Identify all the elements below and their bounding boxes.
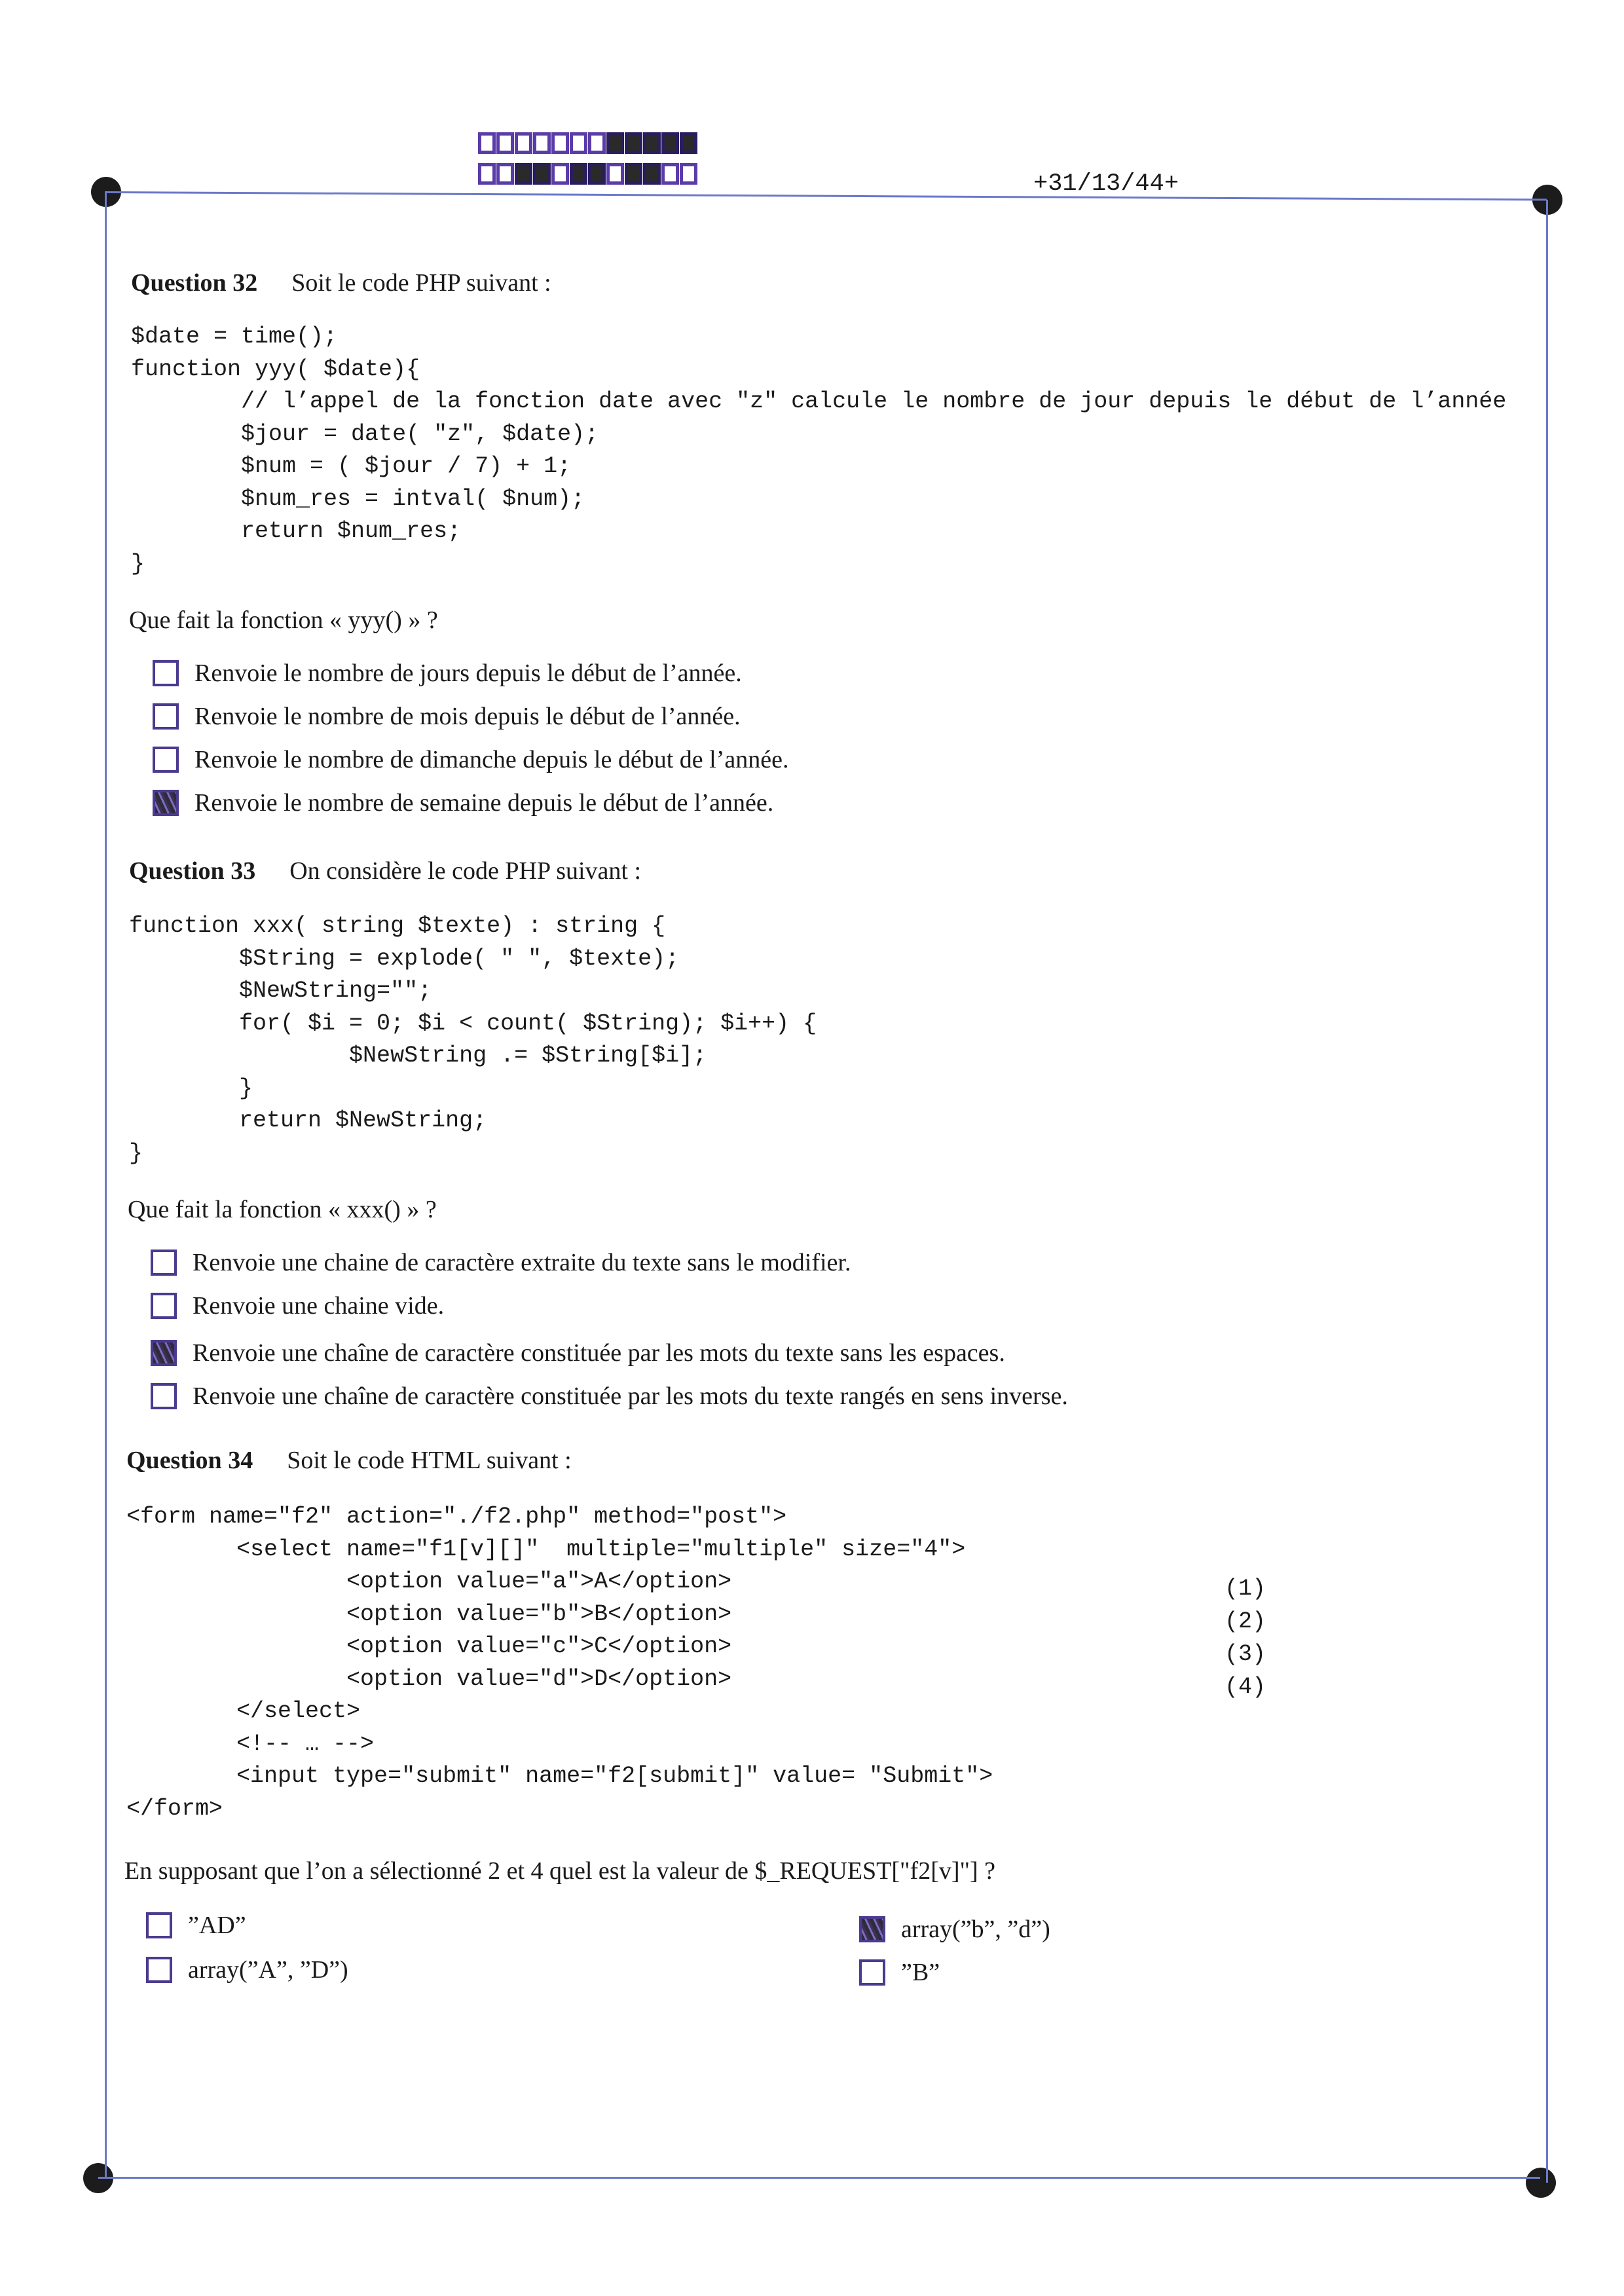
checkbox[interactable] xyxy=(153,747,179,773)
answer-label: Renvoie une chaîne de caractère constituée par les mots du texte rangés en sens inverse. xyxy=(193,1382,1068,1410)
q33-answer-2[interactable] xyxy=(151,1291,444,1320)
registration-mark-bottom-right xyxy=(1526,2168,1556,2198)
checkbox[interactable] xyxy=(146,1957,172,1983)
checkbox[interactable] xyxy=(151,1250,177,1276)
q34-answer-3[interactable] xyxy=(859,1915,1050,1944)
line-number-3: (3) xyxy=(1225,1641,1266,1667)
answer-label: Renvoie une chaine vide. xyxy=(193,1292,445,1320)
question-34-header xyxy=(126,1446,572,1475)
code-box-empty xyxy=(680,163,697,185)
code-box-empty xyxy=(606,163,624,185)
answer-label: Renvoie une chaîne de caractère constituée par les mots du texte sans les espaces. xyxy=(193,1339,1005,1367)
code-box-empty xyxy=(478,163,496,185)
checkbox[interactable] xyxy=(153,660,179,686)
question-number: Question 33 xyxy=(129,857,256,885)
answer-label: array(”A”, ”D”) xyxy=(188,1956,348,1984)
checkbox[interactable] xyxy=(146,1912,172,1938)
code-box-filled xyxy=(533,163,551,185)
q34-answer-1[interactable] xyxy=(146,1911,246,1940)
q33-code: function xxx( string $texte) : string { $String = explode( " ", $texte); $NewString=""; for( $i = 0; $i < count( $String); $i++) { $NewString .= $String[$i]; } return $NewString; } xyxy=(129,913,817,1166)
id-code-row-1 xyxy=(478,132,698,154)
code-box-empty xyxy=(533,132,551,154)
page-id: +31/13/44+ xyxy=(1033,170,1179,198)
code-box-empty xyxy=(496,163,514,185)
code-box-filled xyxy=(643,132,661,154)
q32-answer-2[interactable] xyxy=(153,702,741,731)
code-box-empty xyxy=(661,163,679,185)
question-32-header xyxy=(131,268,551,297)
checkbox[interactable] xyxy=(153,703,179,730)
code-box-empty xyxy=(551,163,569,185)
answer-label: Renvoie le nombre de dimanche depuis le début de l’année. xyxy=(194,746,789,773)
code-box-empty xyxy=(570,132,587,154)
checkbox-checked[interactable] xyxy=(151,1340,177,1366)
q32-code: $date = time(); function yyy( $date){ // l’appel de la fonction date avec "z" calcule le nombre de jour depuis le début de l’année $jour = date( "z", $date); $num = ( $jour / 7) + 1; $num_res = intval( $num); return $num_res; } xyxy=(131,324,1507,577)
question-intro: On considère le code PHP suivant : xyxy=(289,857,642,885)
line-number-2: (2) xyxy=(1225,1608,1266,1635)
q32-prompt: Que fait la fonction « yyy() » ? xyxy=(129,606,438,634)
line-number-1: (1) xyxy=(1225,1576,1266,1602)
code-box-filled xyxy=(680,132,697,154)
answer-label: Renvoie le nombre de jours depuis le début de l’année. xyxy=(194,659,742,687)
question-33-header xyxy=(129,857,641,885)
checkbox-checked[interactable] xyxy=(153,790,179,816)
frame-left xyxy=(105,191,107,2178)
line-number-4: (4) xyxy=(1225,1674,1266,1700)
code-box-filled xyxy=(570,163,587,185)
q32-answer-4[interactable] xyxy=(153,788,773,817)
answer-label: ”B” xyxy=(901,1959,940,1986)
q34-answer-2[interactable] xyxy=(146,1955,348,1984)
checkbox[interactable] xyxy=(859,1959,885,1986)
code-box-filled xyxy=(625,163,642,185)
q34-code: <form name="f2" action="./f2.php" method="post"> <select name="f1[v][]" multiple="multiple" size="4"> <option value="a">A</option> <option value="b">B</option> <option value="c">C</option> <option value="d">D</option> </select> <!-- … --> <input type="submit" name="f2[submit]" value= "Submit"> </form> xyxy=(126,1504,993,1822)
q33-answer-1[interactable] xyxy=(151,1248,851,1277)
code-box-empty xyxy=(551,132,569,154)
code-box-empty xyxy=(588,132,606,154)
answer-label: Renvoie une chaine de caractère extraite du texte sans le modifier. xyxy=(193,1249,851,1276)
id-code-row-2 xyxy=(478,163,698,185)
answer-label: ”AD” xyxy=(188,1912,246,1939)
q33-answer-4[interactable] xyxy=(151,1382,1068,1411)
code-box-filled xyxy=(606,132,624,154)
answer-label: array(”b”, ”d”) xyxy=(901,1916,1050,1943)
code-box-filled xyxy=(661,132,679,154)
q34-prompt: En supposant que l’on a sélectionné 2 et 4 quel est la valeur de $_REQUEST["f2[v]"] ? xyxy=(124,1857,996,1885)
frame-top xyxy=(106,191,1547,201)
code-box-empty xyxy=(496,132,514,154)
answer-label: Renvoie le nombre de mois depuis le début de l’année. xyxy=(194,703,741,730)
code-box-filled xyxy=(625,132,642,154)
question-number: Question 34 xyxy=(126,1447,253,1474)
question-intro: Soit le code PHP suivant : xyxy=(291,269,551,297)
q32-answer-3[interactable] xyxy=(153,745,788,774)
q33-prompt: Que fait la fonction « xxx() » ? xyxy=(128,1196,437,1223)
code-box-filled xyxy=(643,163,661,185)
question-intro: Soit le code HTML suivant : xyxy=(287,1447,572,1474)
frame-bottom xyxy=(98,2177,1540,2179)
code-box-empty xyxy=(478,132,496,154)
answer-label: Renvoie le nombre de semaine depuis le début de l’année. xyxy=(194,789,774,817)
checkbox[interactable] xyxy=(151,1293,177,1319)
checkbox-checked[interactable] xyxy=(859,1916,885,1942)
q34-answer-4[interactable] xyxy=(859,1958,940,1987)
code-box-filled xyxy=(515,163,532,185)
q32-answer-1[interactable] xyxy=(153,659,742,688)
code-box-filled xyxy=(588,163,606,185)
frame-right xyxy=(1546,200,1548,2183)
checkbox[interactable] xyxy=(151,1383,177,1409)
code-box-empty xyxy=(515,132,532,154)
question-number: Question 32 xyxy=(131,269,258,297)
q33-answer-3[interactable] xyxy=(151,1339,1005,1367)
